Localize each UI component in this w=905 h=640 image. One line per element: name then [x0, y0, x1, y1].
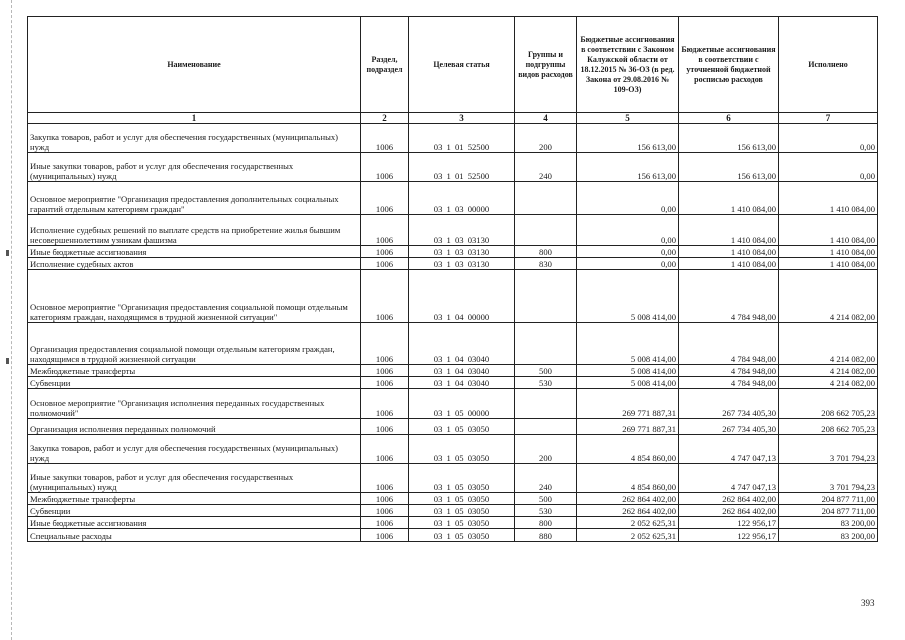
- cell-name: Организация предоставления социальной помощи отдельным категориям граждан, находящимся в трудной жизненной ситуации: [28, 323, 361, 365]
- cell-section: 1006: [361, 377, 409, 389]
- cell-section: 1006: [361, 529, 409, 542]
- cell-law: 2 052 625,31: [577, 517, 679, 529]
- column-number: 1: [28, 113, 361, 124]
- table-row: [28, 389, 878, 419]
- table-row: [28, 517, 878, 529]
- cell-law: 5 008 414,00: [577, 377, 679, 389]
- cell-refined: 4 784 948,00: [679, 323, 779, 365]
- cell-law: 0,00: [577, 258, 679, 270]
- table-header-row: [28, 17, 878, 113]
- header-section: Раздел, подраздел: [361, 17, 409, 113]
- cell-executed: 4 214 082,00: [779, 270, 878, 323]
- cell-name: Основное мероприятие "Организация предоставления дополнительных социальных гарантий отдельным категориям граждан": [28, 182, 361, 215]
- cell-refined: 4 784 948,00: [679, 270, 779, 323]
- column-number: 5: [577, 113, 679, 124]
- cell-name: Иные закупки товаров, работ и услуг для обеспечения государственных (муниципальных) нужд: [28, 464, 361, 493]
- cell-executed: 1 410 084,00: [779, 258, 878, 270]
- cell-law: 0,00: [577, 246, 679, 258]
- cell-group: [515, 323, 577, 365]
- cell-executed: 208 662 705,23: [779, 419, 878, 435]
- cell-section: 1006: [361, 215, 409, 246]
- cell-group: [515, 270, 577, 323]
- cell-group: 830: [515, 258, 577, 270]
- cell-group: 200: [515, 435, 577, 464]
- cell-section: 1006: [361, 323, 409, 365]
- column-number: 6: [679, 113, 779, 124]
- cell-group: 800: [515, 517, 577, 529]
- cell-section: 1006: [361, 464, 409, 493]
- cell-name: Основное мероприятие "Организация исполнения переданных государственных полномочий": [28, 389, 361, 419]
- header-target: Целевая статья: [409, 17, 515, 113]
- table-row: [28, 435, 878, 464]
- cell-group: 500: [515, 493, 577, 505]
- cell-name: Основное мероприятие "Организация предоставления социальной помощи отдельным категориям граждан, находящимся в трудной жизненной ситуации": [28, 270, 361, 323]
- table-row: [28, 493, 878, 505]
- cell-law: 4 854 860,00: [577, 435, 679, 464]
- cell-law: 262 864 402,00: [577, 493, 679, 505]
- cell-refined: 4 747 047,13: [679, 464, 779, 493]
- cell-group: 200: [515, 124, 577, 153]
- table-row: [28, 124, 878, 153]
- cell-target: 03 1 05 03050: [409, 419, 515, 435]
- cell-target: 03 1 04 03040: [409, 377, 515, 389]
- cell-executed: 1 410 084,00: [779, 246, 878, 258]
- table-row: [28, 246, 878, 258]
- header-refined: Бюджетные ассигнования в соответствии с уточненной бюджетной росписью расходов: [679, 17, 779, 113]
- cell-target: 03 1 05 03050: [409, 529, 515, 542]
- cell-name: Иные бюджетные ассигнования: [28, 517, 361, 529]
- binding-margin-line: [11, 0, 12, 640]
- cell-name: Субвенции: [28, 505, 361, 517]
- cell-executed: 204 877 711,00: [779, 505, 878, 517]
- cell-section: 1006: [361, 517, 409, 529]
- cell-refined: 1 410 084,00: [679, 215, 779, 246]
- cell-refined: 1 410 084,00: [679, 258, 779, 270]
- cell-target: 03 1 04 00000: [409, 270, 515, 323]
- header-group: Группы и подгруппы видов расходов: [515, 17, 577, 113]
- cell-executed: 1 410 084,00: [779, 215, 878, 246]
- cell-target: 03 1 05 03050: [409, 464, 515, 493]
- table-row: [28, 215, 878, 246]
- cell-refined: 4 747 047,13: [679, 435, 779, 464]
- cell-target: 03 1 05 03050: [409, 505, 515, 517]
- cell-name: Межбюджетные трансферты: [28, 365, 361, 377]
- cell-law: 156 613,00: [577, 153, 679, 182]
- cell-group: 800: [515, 246, 577, 258]
- cell-name: Иные бюджетные ассигнования: [28, 246, 361, 258]
- table-row: [28, 258, 878, 270]
- cell-executed: 3 701 794,23: [779, 435, 878, 464]
- cell-name: Иные закупки товаров, работ и услуг для обеспечения государственных (муниципальных) нужд: [28, 153, 361, 182]
- cell-name: Закупка товаров, работ и услуг для обеспечения государственных (муниципальных) нужд: [28, 124, 361, 153]
- cell-executed: 0,00: [779, 153, 878, 182]
- cell-group: [515, 182, 577, 215]
- cell-refined: 1 410 084,00: [679, 246, 779, 258]
- cell-law: 4 854 860,00: [577, 464, 679, 493]
- cell-law: 269 771 887,31: [577, 389, 679, 419]
- cell-section: 1006: [361, 419, 409, 435]
- cell-group: 240: [515, 464, 577, 493]
- cell-refined: 262 864 402,00: [679, 493, 779, 505]
- cell-section: 1006: [361, 270, 409, 323]
- cell-executed: 83 200,00: [779, 529, 878, 542]
- cell-name: Межбюджетные трансферты: [28, 493, 361, 505]
- cell-target: 03 1 04 03040: [409, 323, 515, 365]
- cell-section: 1006: [361, 505, 409, 517]
- cell-group: 530: [515, 505, 577, 517]
- cell-executed: 4 214 082,00: [779, 377, 878, 389]
- margin-mark: [6, 358, 9, 364]
- column-number: 7: [779, 113, 878, 124]
- cell-refined: 122 956,17: [679, 529, 779, 542]
- column-number: 4: [515, 113, 577, 124]
- cell-section: 1006: [361, 365, 409, 377]
- cell-refined: 122 956,17: [679, 517, 779, 529]
- cell-law: 0,00: [577, 182, 679, 215]
- column-number-row: [28, 113, 878, 124]
- table-row: [28, 153, 878, 182]
- cell-target: 03 1 03 03130: [409, 258, 515, 270]
- cell-group: [515, 419, 577, 435]
- margin-mark: [6, 250, 9, 256]
- cell-name: Исполнение судебных актов: [28, 258, 361, 270]
- cell-section: 1006: [361, 153, 409, 182]
- cell-section: 1006: [361, 435, 409, 464]
- cell-refined: 156 613,00: [679, 153, 779, 182]
- header-executed: Исполнено: [779, 17, 878, 113]
- cell-law: 269 771 887,31: [577, 419, 679, 435]
- cell-section: 1006: [361, 493, 409, 505]
- cell-group: 530: [515, 377, 577, 389]
- cell-executed: 1 410 084,00: [779, 182, 878, 215]
- column-number: 3: [409, 113, 515, 124]
- cell-law: 0,00: [577, 215, 679, 246]
- page-number: 393: [861, 598, 875, 608]
- cell-refined: 4 784 948,00: [679, 377, 779, 389]
- cell-refined: 267 734 405,30: [679, 389, 779, 419]
- cell-target: 03 1 01 52500: [409, 124, 515, 153]
- header-name: Наименование: [28, 17, 361, 113]
- table-row: [28, 505, 878, 517]
- table-row: [28, 365, 878, 377]
- cell-name: Закупка товаров, работ и услуг для обеспечения государственных (муниципальных) нужд: [28, 435, 361, 464]
- cell-section: 1006: [361, 182, 409, 215]
- table-row: [28, 529, 878, 542]
- cell-section: 1006: [361, 389, 409, 419]
- cell-refined: 267 734 405,30: [679, 419, 779, 435]
- cell-target: 03 1 04 03040: [409, 365, 515, 377]
- cell-target: 03 1 05 03050: [409, 493, 515, 505]
- cell-name: Субвенции: [28, 377, 361, 389]
- cell-law: 156 613,00: [577, 124, 679, 153]
- cell-name: Организация исполнения переданных полномочий: [28, 419, 361, 435]
- cell-group: 500: [515, 365, 577, 377]
- cell-group: [515, 389, 577, 419]
- cell-executed: 204 877 711,00: [779, 493, 878, 505]
- cell-section: 1006: [361, 258, 409, 270]
- table-row: [28, 419, 878, 435]
- cell-executed: 4 214 082,00: [779, 323, 878, 365]
- table-row: [28, 182, 878, 215]
- column-number: 2: [361, 113, 409, 124]
- cell-section: 1006: [361, 246, 409, 258]
- cell-law: 2 052 625,31: [577, 529, 679, 542]
- cell-target: 03 1 03 00000: [409, 182, 515, 215]
- cell-target: 03 1 03 03130: [409, 246, 515, 258]
- budget-table: [27, 16, 878, 542]
- cell-group: [515, 215, 577, 246]
- cell-name: Специальные расходы: [28, 529, 361, 542]
- cell-section: 1006: [361, 124, 409, 153]
- cell-law: 5 008 414,00: [577, 365, 679, 377]
- header-law: Бюджетные ассигнования в соответствии с Законом Калужской области от 18.12.2015 № 36-ОЗ (в ред. Закона от 29.08.2016 № 109-ОЗ): [577, 17, 679, 113]
- table-row: [28, 323, 878, 365]
- cell-refined: 262 864 402,00: [679, 505, 779, 517]
- table-row: [28, 464, 878, 493]
- cell-group: 880: [515, 529, 577, 542]
- cell-target: 03 1 05 03050: [409, 517, 515, 529]
- cell-law: 5 008 414,00: [577, 270, 679, 323]
- table-row: [28, 270, 878, 323]
- cell-target: 03 1 05 03050: [409, 435, 515, 464]
- cell-target: 03 1 05 00000: [409, 389, 515, 419]
- cell-executed: 0,00: [779, 124, 878, 153]
- cell-target: 03 1 01 52500: [409, 153, 515, 182]
- cell-target: 03 1 03 03130: [409, 215, 515, 246]
- cell-name: Исполнение судебных решений по выплате средств на приобретение жилья бывшим несовершеннолетним узникам фашизма: [28, 215, 361, 246]
- cell-executed: 208 662 705,23: [779, 389, 878, 419]
- cell-executed: 83 200,00: [779, 517, 878, 529]
- cell-executed: 3 701 794,23: [779, 464, 878, 493]
- cell-refined: 1 410 084,00: [679, 182, 779, 215]
- cell-refined: 4 784 948,00: [679, 365, 779, 377]
- cell-refined: 156 613,00: [679, 124, 779, 153]
- cell-law: 262 864 402,00: [577, 505, 679, 517]
- cell-law: 5 008 414,00: [577, 323, 679, 365]
- cell-executed: 4 214 082,00: [779, 365, 878, 377]
- cell-group: 240: [515, 153, 577, 182]
- table-row: [28, 377, 878, 389]
